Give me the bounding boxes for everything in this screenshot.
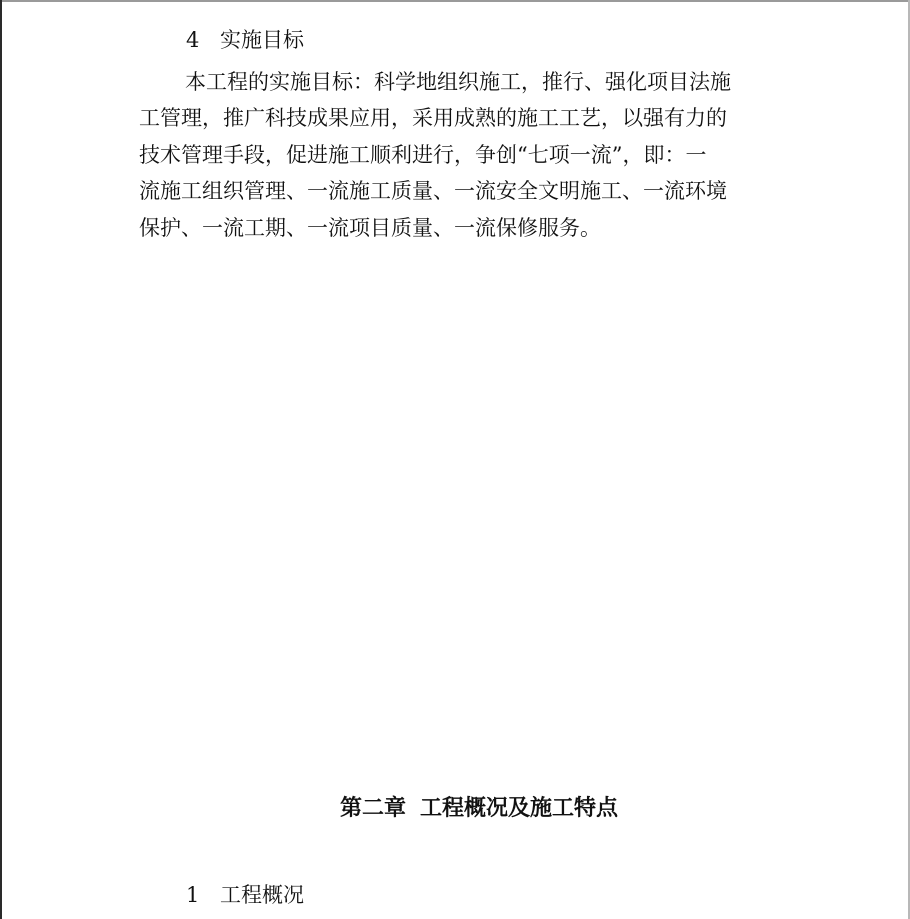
paragraph-line: 保护、一流工期、一流项目质量、一流保修服务。 <box>139 215 601 240</box>
section-title: 实施目标 <box>220 28 304 52</box>
chapter-label: 第二章 <box>339 796 406 821</box>
section-number: 1 <box>186 883 200 907</box>
paragraph-line: 技术管理手段，促进施工顺利进行，争创“七项一流”，即：一 <box>139 142 707 167</box>
section-number: 4 <box>186 28 200 52</box>
paragraph-line: 工管理，推广科技成果应用，采用成熟的施工工艺，以强有力的 <box>139 106 727 131</box>
chapter-heading <box>0 793 910 825</box>
section-title: 工程概况 <box>220 883 304 907</box>
body-paragraph <box>139 64 779 246</box>
section-heading-project-overview <box>186 881 304 909</box>
section-heading-implementation-goals <box>186 26 304 54</box>
chapter-title: 工程概况及施工特点 <box>420 796 619 821</box>
paragraph-line: 本工程的实施目标：科学地组织施工，推行、强化项目法施 <box>185 70 731 94</box>
page-top-border <box>0 0 910 2</box>
paragraph-line: 流施工组织管理、一流施工质量、一流安全文明施工、一流环境 <box>139 179 727 204</box>
page-left-border <box>0 0 2 919</box>
